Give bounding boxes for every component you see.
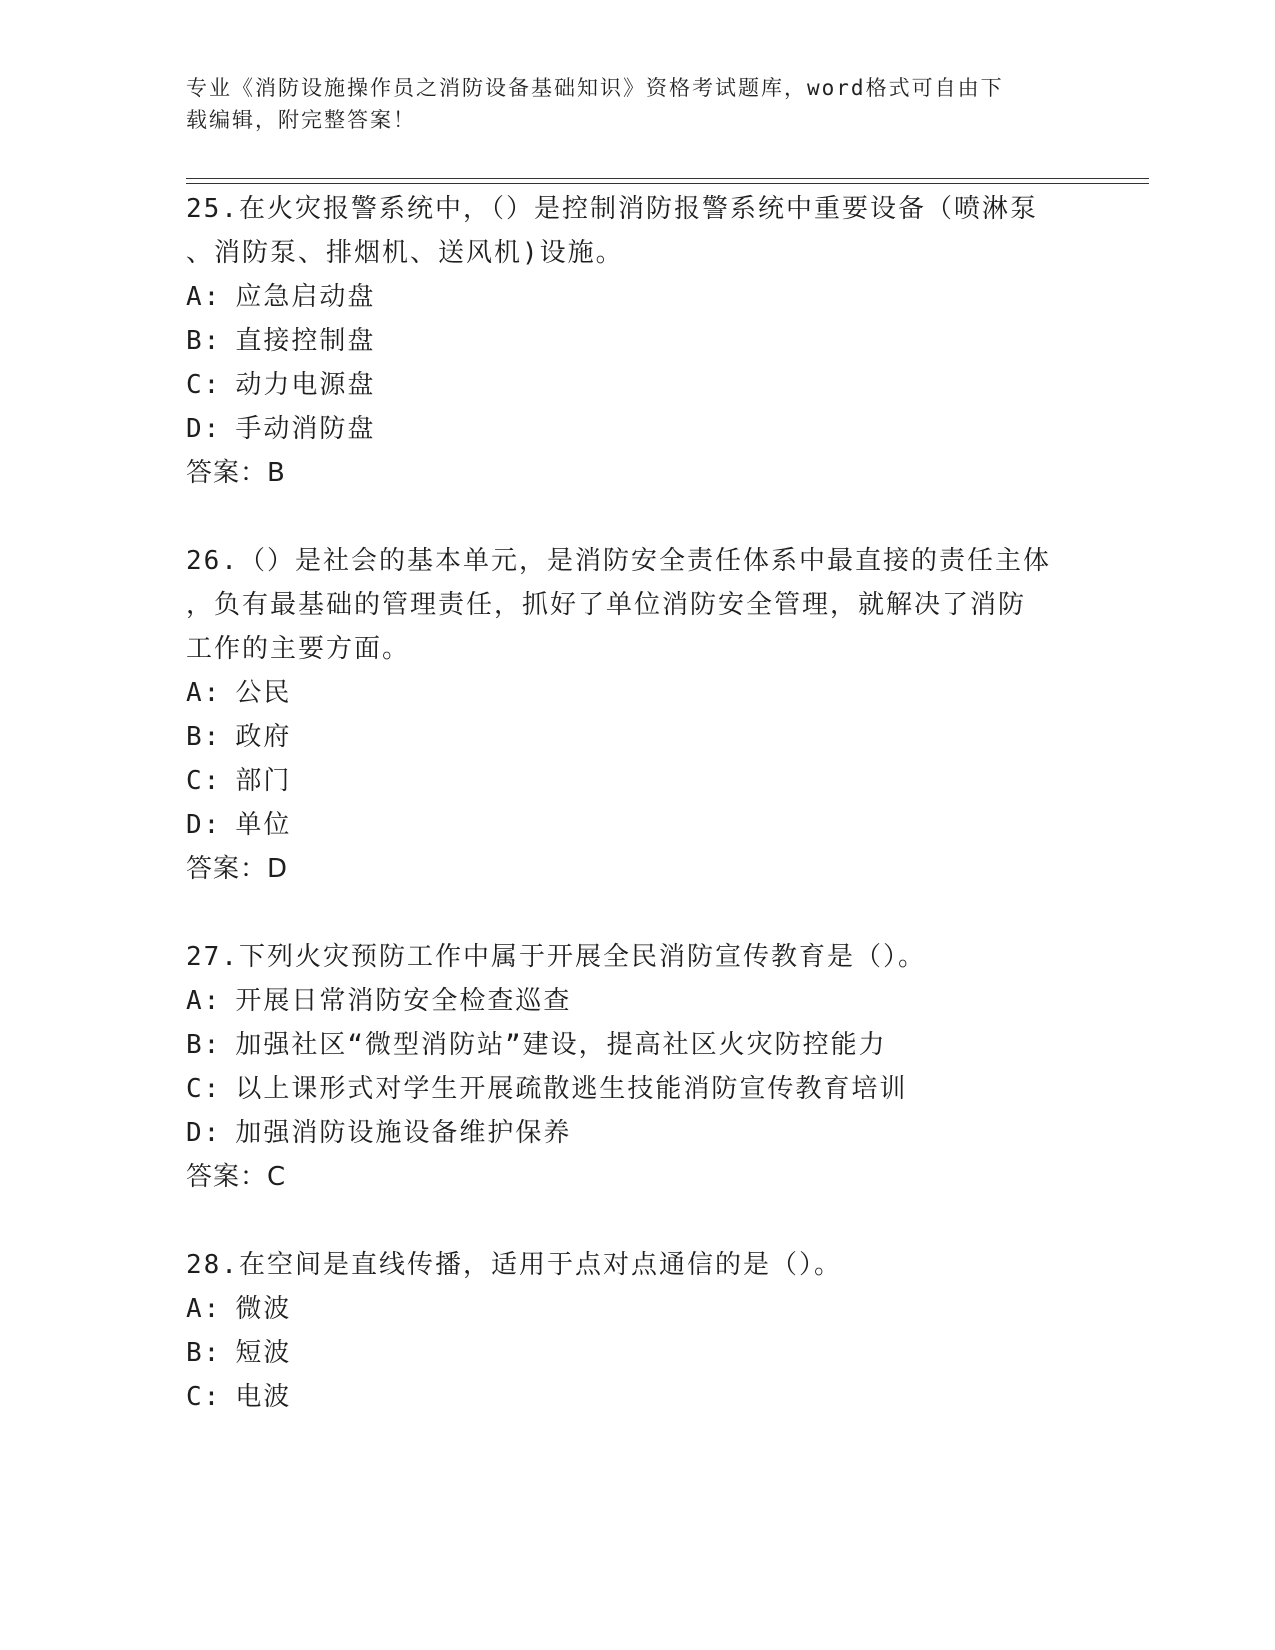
option-letter: A: <box>186 282 222 312</box>
option-text: 应急启动盘 <box>235 282 376 312</box>
question-26-line-2: ，负有最基础的管理责任，抓好了单位消防安全管理，就解决了消防 <box>186 590 1027 620</box>
option-text: 直接控制盘 <box>235 326 376 356</box>
question-26-answer: 答案：D <box>186 854 289 884</box>
header-divider-top <box>186 178 1149 179</box>
question-27-option-b <box>186 1024 887 1061</box>
question-27-answer: 答案：C <box>186 1162 287 1192</box>
option-letter: D: <box>186 1118 222 1148</box>
question-25-option-d <box>186 408 375 445</box>
option-text: 开展日常消防安全检查巡查 <box>235 986 572 1016</box>
header-line-2: 载编辑，附完整答案！ <box>186 108 416 132</box>
option-letter: C: <box>186 370 222 400</box>
option-letter: B: <box>186 722 222 752</box>
question-25-line-1: 25.在火灾报警系统中，（）是控制消防报警系统中重要设备（喷淋泵 <box>186 194 1038 224</box>
question-26-line-3: 工作的主要方面。 <box>186 634 411 664</box>
question-26-option-a <box>186 672 291 709</box>
question-28-option-b <box>186 1332 291 1369</box>
header-divider-bottom <box>186 183 1149 184</box>
option-text: 以上课形式对学生开展疏散逃生技能消防宣传教育培训 <box>235 1074 908 1104</box>
question-27-line-1: 27.下列火灾预防工作中属于开展全民消防宣传教育是（）。 <box>186 942 926 972</box>
option-letter: D: <box>186 414 222 444</box>
option-letter: C: <box>186 766 222 796</box>
document-header <box>186 72 1056 136</box>
question-28-option-a <box>186 1288 291 1325</box>
header-line-1: 专业《消防设施操作员之消防设备基础知识》资格考试题库，word格式可自由下 <box>186 76 1004 100</box>
option-text: 加强社区“微型消防站”建设，提高社区火灾防控能力 <box>235 1030 887 1060</box>
question-25-option-a <box>186 276 375 313</box>
option-letter: C: <box>186 1382 222 1412</box>
option-text: 公民 <box>235 678 292 708</box>
question-27-option-d <box>186 1112 571 1149</box>
option-text: 微波 <box>235 1294 292 1324</box>
option-text: 加强消防设施设备维护保养 <box>235 1118 572 1148</box>
option-letter: B: <box>186 1030 222 1060</box>
option-letter: C: <box>186 1074 222 1104</box>
option-text: 电波 <box>235 1382 292 1412</box>
option-text: 部门 <box>235 766 292 796</box>
option-letter: A: <box>186 1294 222 1324</box>
option-text: 政府 <box>235 722 292 752</box>
option-letter: D: <box>186 810 222 840</box>
question-25-option-c <box>186 364 375 401</box>
question-26-option-c <box>186 760 291 797</box>
question-28-line-1: 28.在空间是直线传播，适用于点对点通信的是（）。 <box>186 1250 842 1280</box>
question-25-line-2: 、消防泵、排烟机、送风机)设施。 <box>186 238 624 268</box>
option-text: 短波 <box>235 1338 292 1368</box>
question-25-answer: 答案：B <box>186 458 286 488</box>
option-letter: B: <box>186 1338 222 1368</box>
question-25-option-b <box>186 320 375 357</box>
option-letter: A: <box>186 678 222 708</box>
question-26-line-1: 26.（）是社会的基本单元，是消防安全责任体系中最直接的责任主体 <box>186 546 1051 576</box>
question-28-option-c <box>186 1376 291 1413</box>
option-letter: A: <box>186 986 222 1016</box>
option-text: 手动消防盘 <box>235 414 376 444</box>
option-text: 单位 <box>235 810 292 840</box>
question-26-option-d <box>186 804 291 841</box>
question-27-option-c <box>186 1068 907 1105</box>
option-letter: B: <box>186 326 222 356</box>
question-26-option-b <box>186 716 291 753</box>
option-text: 动力电源盘 <box>235 370 376 400</box>
question-27-option-a <box>186 980 571 1017</box>
